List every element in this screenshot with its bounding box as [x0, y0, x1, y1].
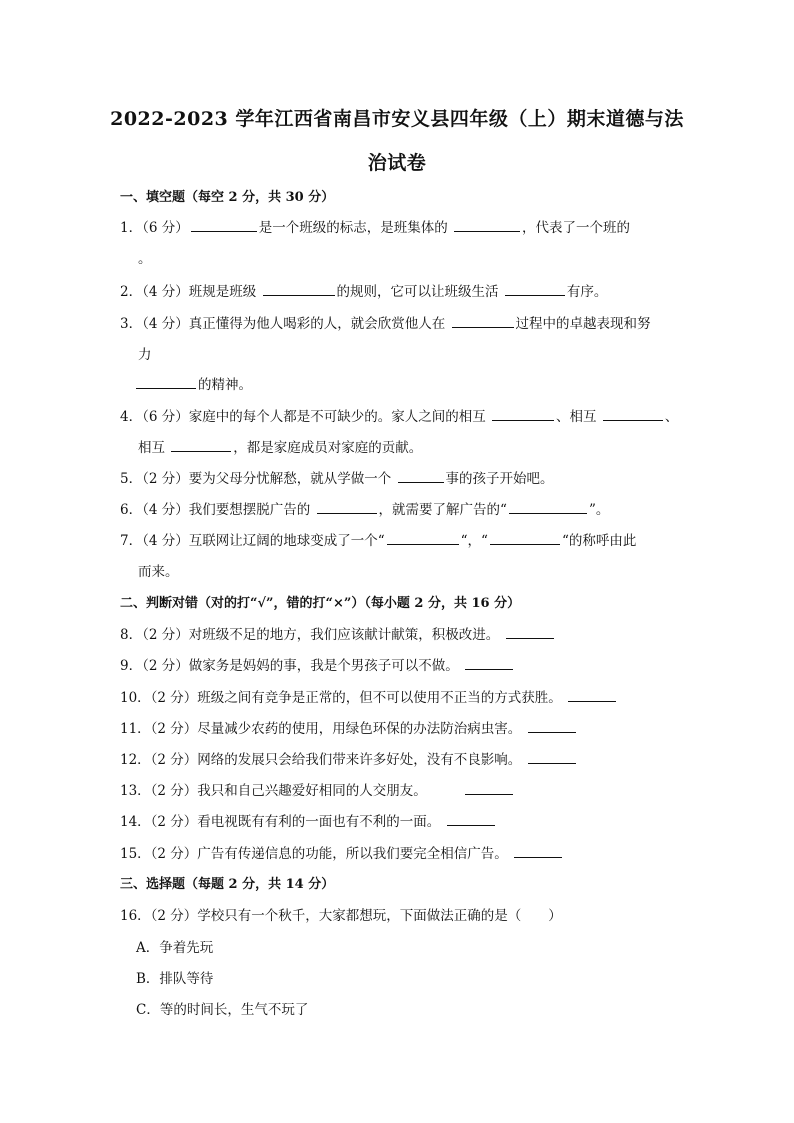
question-1-cont: 。	[138, 251, 152, 267]
question-11: 11．（2 分）尽量减少农药的使用，用绿色环保的办法防治病虫害。	[120, 717, 578, 737]
answer-blank[interactable]	[136, 376, 196, 389]
option-c[interactable]: C．等的时间长，生气不玩了	[136, 1002, 309, 1018]
question-15: 15．（2 分）广告有传递信息的功能，所以我们要完全相信广告。	[120, 842, 564, 862]
answer-blank[interactable]	[505, 283, 565, 296]
question-7-cont: 而来。	[138, 564, 179, 580]
answer-blank[interactable]	[506, 626, 554, 639]
question-3-cont2: 的精神。	[134, 373, 252, 393]
section-true-false: 二、判断对错（对的打“√”，错的打“×”）（每小题 2 分，共 16 分）	[120, 596, 521, 611]
question-3-cont: 力	[138, 347, 152, 363]
question-5: 5．（2 分）要为父母分忧解愁，就从学做一个 事的孩子开始吧。	[120, 471, 554, 487]
answer-blank[interactable]	[528, 720, 576, 733]
question-1: 1．（6 分） 是一个班级的标志，是班集体的 ，代表了一个班的	[120, 220, 631, 236]
question-12: 12．（2 分）网络的发展只会给我们带来许多好处，没有不良影响。	[120, 748, 578, 768]
question-10: 10．（2 分）班级之间有竞争是正常的，但不可以使用不正当的方式获胜。	[120, 686, 618, 706]
question-3: 3．（4 分）真正懂得为他人喝彩的人，就会欣赏他人在 过程中的卓越表现和努	[120, 316, 651, 332]
question-2: 2．（4 分）班规是班级 的规则，它可以让班级生活 有序。	[120, 284, 608, 300]
answer-blank[interactable]	[447, 813, 495, 826]
answer-blank[interactable]	[317, 501, 377, 514]
exam-title-line1: 2022-2023 学年江西省南昌市安义县四年级（上）期末道德与法	[110, 108, 684, 130]
answer-blank[interactable]	[490, 532, 560, 545]
section-multiple-choice: 三、选择题（每题 2 分，共 14 分）	[120, 877, 335, 892]
answer-blank[interactable]	[465, 657, 513, 670]
answer-blank[interactable]	[454, 219, 520, 232]
answer-blank[interactable]	[603, 408, 663, 421]
option-b[interactable]: B．排队等待	[136, 971, 214, 987]
question-9: 9．（2 分）做家务是妈妈的事，我是个男孩子可以不做。	[120, 654, 515, 674]
answer-blank[interactable]	[387, 532, 459, 545]
question-13: 13．（2 分）我只和自己兴趣爱好相同的人交朋友。	[120, 779, 515, 799]
question-16: 16．（2 分）学校只有一个秋千，大家都想玩，下面做法正确的是（ ）	[120, 908, 562, 924]
question-4-cont: 相互 ，都是家庭成员对家庭的贡献。	[138, 440, 423, 456]
answer-blank[interactable]	[568, 689, 616, 702]
question-7: 7．（4 分）互联网让辽阔的地球变成了一个“ “，“ “的称呼由此	[120, 533, 637, 549]
answer-blank[interactable]	[465, 782, 513, 795]
answer-blank[interactable]	[398, 470, 444, 483]
answer-blank[interactable]	[191, 219, 257, 232]
answer-blank[interactable]	[171, 439, 231, 452]
section-fill-blank: 一、填空题（每空 2 分，共 30 分）	[120, 190, 335, 205]
answer-blank[interactable]	[452, 315, 514, 328]
option-a[interactable]: A．争着先玩	[136, 940, 214, 956]
question-6: 6．（4 分）我们要想摆脱广告的 ，就需要了解广告的“ ”。	[120, 502, 610, 518]
answer-blank[interactable]	[263, 283, 335, 296]
answer-blank[interactable]	[528, 751, 576, 764]
answer-blank[interactable]	[509, 501, 587, 514]
question-8: 8．（2 分）对班级不足的地方，我们应该献计献策，积极改进。	[120, 623, 556, 643]
question-4: 4．（6 分）家庭中的每个人都是不可缺少的。家人之间的相互 、相互 、	[120, 409, 679, 425]
exam-title-line2: 治试卷	[367, 152, 427, 174]
question-14: 14．（2 分）看电视既有有利的一面也有不利的一面。	[120, 810, 497, 830]
answer-blank[interactable]	[492, 408, 554, 421]
answer-blank[interactable]	[514, 845, 562, 858]
